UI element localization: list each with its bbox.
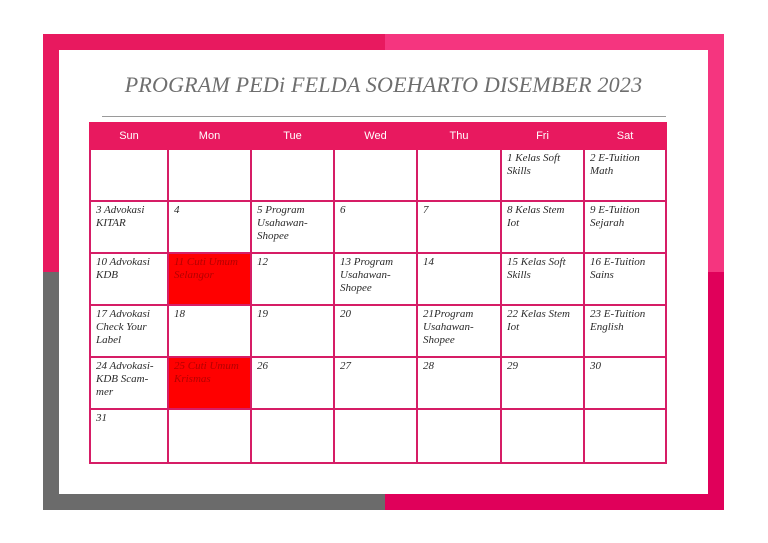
day-cell: 5 Program Usahawan-Shopee (251, 201, 334, 253)
week-row (90, 305, 666, 357)
day-cell: 8 Kelas Stem Iot (501, 201, 584, 253)
day-cell: 15 Kelas Soft Skills (501, 253, 584, 305)
day-cell: 17 Advokasi Check Your Label (90, 305, 168, 357)
day-cell: 6 (334, 201, 417, 253)
frame-top-right (385, 34, 724, 50)
day-cell: 20 (334, 305, 417, 357)
day-cell: 23 E-Tuition English (584, 305, 666, 357)
week-row (90, 149, 666, 201)
frame-right-top (708, 34, 724, 272)
week-row (90, 253, 666, 305)
weekday-header-sun: Sun (90, 123, 168, 149)
day-cell: 24 Advokasi-KDB Scam-mer (90, 357, 168, 409)
weekday-header-row (90, 123, 666, 149)
day-cell: 30 (584, 357, 666, 409)
weekday-header-wed: Wed (334, 123, 417, 149)
holiday-cell: 11 Cuti Umum Selangor (168, 253, 251, 305)
day-cell: 3 Advokasi KITAR (90, 201, 168, 253)
day-cell (168, 409, 251, 463)
day-cell: 14 (417, 253, 501, 305)
week-row (90, 357, 666, 409)
day-cell (251, 409, 334, 463)
day-cell: 19 (251, 305, 334, 357)
day-cell: 28 (417, 357, 501, 409)
weekday-header-tue: Tue (251, 123, 334, 149)
day-cell (334, 409, 417, 463)
day-cell: 26 (251, 357, 334, 409)
frame-left-bottom (43, 272, 59, 510)
day-cell: 12 (251, 253, 334, 305)
day-cell: 31 (90, 409, 168, 463)
day-cell (251, 149, 334, 201)
day-cell: 16 E-Tuition Sains (584, 253, 666, 305)
day-cell (417, 409, 501, 463)
day-cell: 2 E-Tuition Math (584, 149, 666, 201)
weekday-header-sat: Sat (584, 123, 666, 149)
day-cell: 18 (168, 305, 251, 357)
day-cell: 10 Advokasi KDB (90, 253, 168, 305)
week-row (90, 409, 666, 463)
day-cell: 9 E-Tuition Sejarah (584, 201, 666, 253)
weekday-header-fri: Fri (501, 123, 584, 149)
day-cell (168, 149, 251, 201)
page-title: PROGRAM PEDi FELDA SOEHARTO DISEMBER 2023 (124, 72, 643, 97)
day-cell: 13 Program Usahawan-Shopee (334, 253, 417, 305)
day-cell: 7 (417, 201, 501, 253)
day-cell (417, 149, 501, 201)
week-row (90, 201, 666, 253)
calendar-grid (89, 122, 667, 464)
day-cell: 29 (501, 357, 584, 409)
frame-left-top (43, 34, 59, 272)
frame-right-bottom (708, 272, 724, 510)
weekday-header-thu: Thu (417, 123, 501, 149)
weekday-header-mon: Mon (168, 123, 251, 149)
title-divider (102, 116, 666, 117)
frame-bottom-right (385, 494, 724, 510)
day-cell (334, 149, 417, 201)
day-cell (584, 409, 666, 463)
day-cell (90, 149, 168, 201)
day-cell: 22 Kelas Stem Iot (501, 305, 584, 357)
day-cell: 27 (334, 357, 417, 409)
day-cell: 4 (168, 201, 251, 253)
day-cell: 1 Kelas Soft Skills (501, 149, 584, 201)
frame-bottom-left (43, 494, 385, 510)
holiday-cell: 25 Cuti Umum Krismas (168, 357, 251, 409)
day-cell: 21Program Usahawan-Shopee (417, 305, 501, 357)
day-cell (501, 409, 584, 463)
frame-top-left (43, 34, 385, 50)
